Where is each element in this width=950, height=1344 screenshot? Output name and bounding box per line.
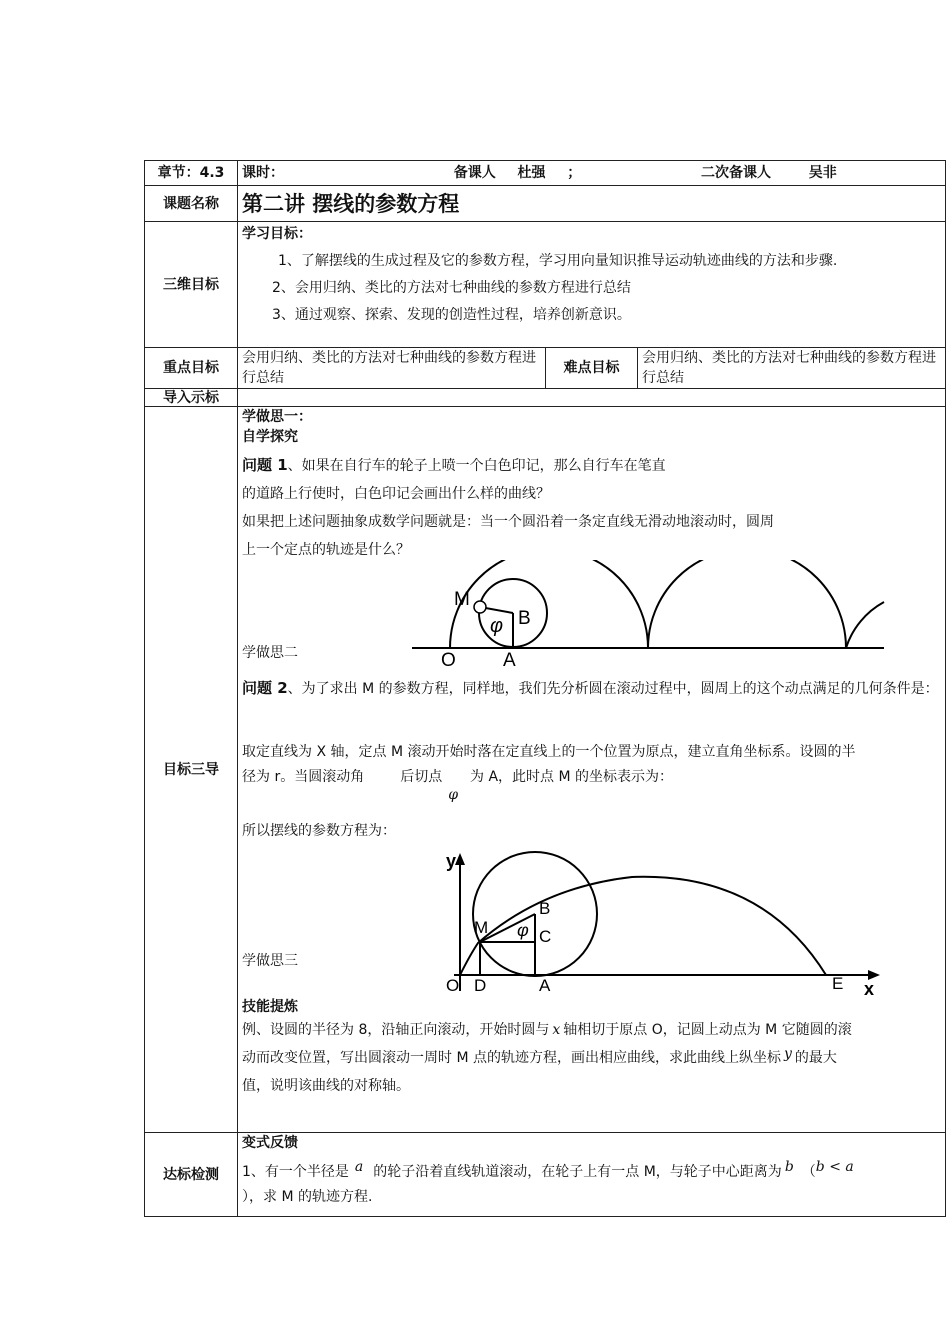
second-preparer-label: 二次备课人 [701, 165, 771, 181]
question2-label: 问题 2 [242, 679, 288, 697]
label-M2: M [474, 918, 489, 937]
question1-text: 、如果在自行车的轮子上喷一个白色印记，那么自行车在笔直 [287, 458, 666, 474]
objectives-heading: 学习目标： [242, 226, 312, 242]
check-row [145, 1133, 946, 1217]
cycloid-figure-1 [242, 560, 942, 670]
objectives-label: 三维目标 [145, 222, 238, 348]
label-D2: D [474, 976, 487, 995]
check-text-c: （ [801, 1164, 816, 1180]
example-text-a: 例、设圆的半径为 8，沿 [242, 1022, 396, 1038]
label-C2: C [539, 927, 552, 946]
example-text-e: 的最大 [794, 1050, 837, 1066]
guide-label: 目标三导 [145, 407, 238, 1133]
check-text-b: 的轮子沿着直线轨道滚动，在轮子上有一点 M，与轮子中心距离为 [373, 1164, 782, 1180]
setup-text-b: 后切点 [400, 769, 443, 785]
figure1-container [242, 560, 941, 670]
point-M-marker [474, 601, 486, 613]
label-phi: φ [490, 615, 504, 637]
think3-heading: 学做思三 [242, 953, 298, 969]
objective-item-3: 3、通过观察、探索、发现的创造性过程，培养创新意识。 [272, 307, 631, 323]
lesson-plan-table [144, 160, 946, 1217]
question1-line3: 如果把上述问题抽象成数学问题就是：当一个圆沿着一条定直线无滑动地滚动时，圆周 [242, 514, 774, 530]
setup-text-c: 为 A，此时点 M 的坐标表示为： [470, 769, 674, 785]
hard-objective-text: 会用归纳、类比的方法对七种曲线的参数方程进行总结 [638, 348, 946, 389]
skill-heading: 技能提炼 [242, 999, 298, 1015]
check-line2: ），求 M 的轨迹方程. [242, 1189, 373, 1205]
lesson-info-cell [238, 161, 946, 186]
example-text-d: 动而改变位置，写出圆滚动一周时 M 点的轨迹方程，画出相应曲线，求此曲线上纵坐标 [242, 1050, 781, 1066]
example-x-var: x [552, 1022, 561, 1038]
var-a: a [354, 1159, 364, 1175]
label-E2: E [832, 974, 844, 993]
label-B2: B [539, 899, 551, 918]
preparer-name: 杜强 [517, 165, 546, 181]
cycloid-curve [460, 877, 826, 975]
objective-item-2: 2、会用归纳、类比的方法对七种曲线的参数方程进行总结 [272, 280, 631, 296]
intro-row [145, 389, 946, 407]
example-text-b: 轴正向滚动，开始时圆与 [395, 1022, 550, 1038]
label-M: M [454, 589, 470, 610]
example-line3: 值，说明该曲线的对称轴。 [242, 1078, 410, 1094]
check-cell [238, 1133, 946, 1217]
cycloid-arch-3 [846, 602, 884, 648]
label-A: A [503, 650, 516, 670]
question2-text: 、为了求出 M 的参数方程，同样地，我们先分析圆在滚动过程中，圆周上的这个动点满足的几何条件是： [287, 681, 939, 697]
hard-objective-label: 难点目标 [546, 348, 638, 389]
self-study-heading: 自学探究 [242, 429, 298, 445]
question1-line1 [242, 455, 941, 476]
label-A2: A [539, 976, 551, 995]
variant-feedback-heading: 变式反馈 [242, 1135, 298, 1151]
second-preparer-name: 吴非 [808, 165, 837, 181]
think2-heading: 学做思二 [242, 645, 298, 661]
objective-item-1: 1、了解摆线的生成过程及它的参数方程，学习用向量知识推导运动轨迹曲线的方法和步骤. [278, 253, 838, 269]
check-label: 达标检测 [145, 1133, 238, 1217]
cycloid-figure-2 [242, 847, 942, 1003]
think1-heading: 学做思一： [242, 409, 312, 425]
guide-row [145, 407, 946, 1133]
phi-symbol: φ [448, 787, 459, 803]
cycloid-arch-2 [648, 560, 846, 648]
example-line1 [242, 1017, 941, 1043]
setup-line1: 取定直线为 X 轴，定点 M 滚动开始时落在定直线上的一个位置为原点，建立直角坐标系。设圆的半 [242, 744, 856, 760]
check-line1 [242, 1159, 941, 1185]
topic-row [145, 186, 946, 222]
label-O2: O [446, 976, 460, 995]
intro-label: 导入示标 [145, 389, 238, 407]
question1-label: 问题 1 [242, 456, 288, 474]
key-objective-label: 重点目标 [145, 348, 238, 389]
question2 [242, 674, 941, 703]
example-y-var: y [783, 1046, 792, 1062]
label-y: y [446, 851, 457, 871]
question1-line4: 上一个定点的轨迹是什么？ [242, 542, 410, 558]
setup-line2 [242, 767, 941, 803]
parametric-equation-intro: 所以摆线的参数方程为： [242, 823, 396, 839]
intro-cell [238, 389, 946, 407]
chapter-cell: 章节：4.3 [145, 161, 238, 186]
label-B: B [518, 608, 531, 629]
var-b: b [784, 1159, 794, 1175]
condition-b-lt-a: b < a [815, 1159, 854, 1175]
label-O: O [441, 650, 456, 670]
header-row [145, 161, 946, 186]
preparer-label: 备课人 [453, 165, 496, 181]
topic-cell [238, 186, 946, 222]
y-axis-arrow [455, 853, 465, 865]
example-text-c: 轴相切于原点 O，记圆上动点为 M 它随圆的滚 [563, 1022, 852, 1038]
label-phi2: φ [517, 920, 529, 940]
example-line2 [242, 1043, 941, 1073]
check-text-a: 1、有一个半径是 [242, 1164, 349, 1180]
label-x: x [864, 979, 875, 999]
topic-label: 课题名称 [145, 186, 238, 222]
figure2-container [242, 847, 941, 1003]
setup-text-a: 径为 r。当圆滚动角 [242, 769, 365, 785]
guide-cell [238, 407, 946, 1133]
focus-row [145, 348, 946, 389]
objectives-cell [238, 222, 946, 348]
header-separator: ； [567, 165, 582, 181]
objectives-row [145, 222, 946, 348]
key-objective-text: 会用归纳、类比的方法对七种曲线的参数方程进行总结 [238, 348, 546, 389]
question1-line2: 的道路上行使时，白色印记会画出什么样的曲线？ [242, 486, 550, 502]
topic-title: 第二讲 摆线的参数方程 [242, 191, 460, 216]
lesson-time-label: 课时： [242, 165, 284, 181]
